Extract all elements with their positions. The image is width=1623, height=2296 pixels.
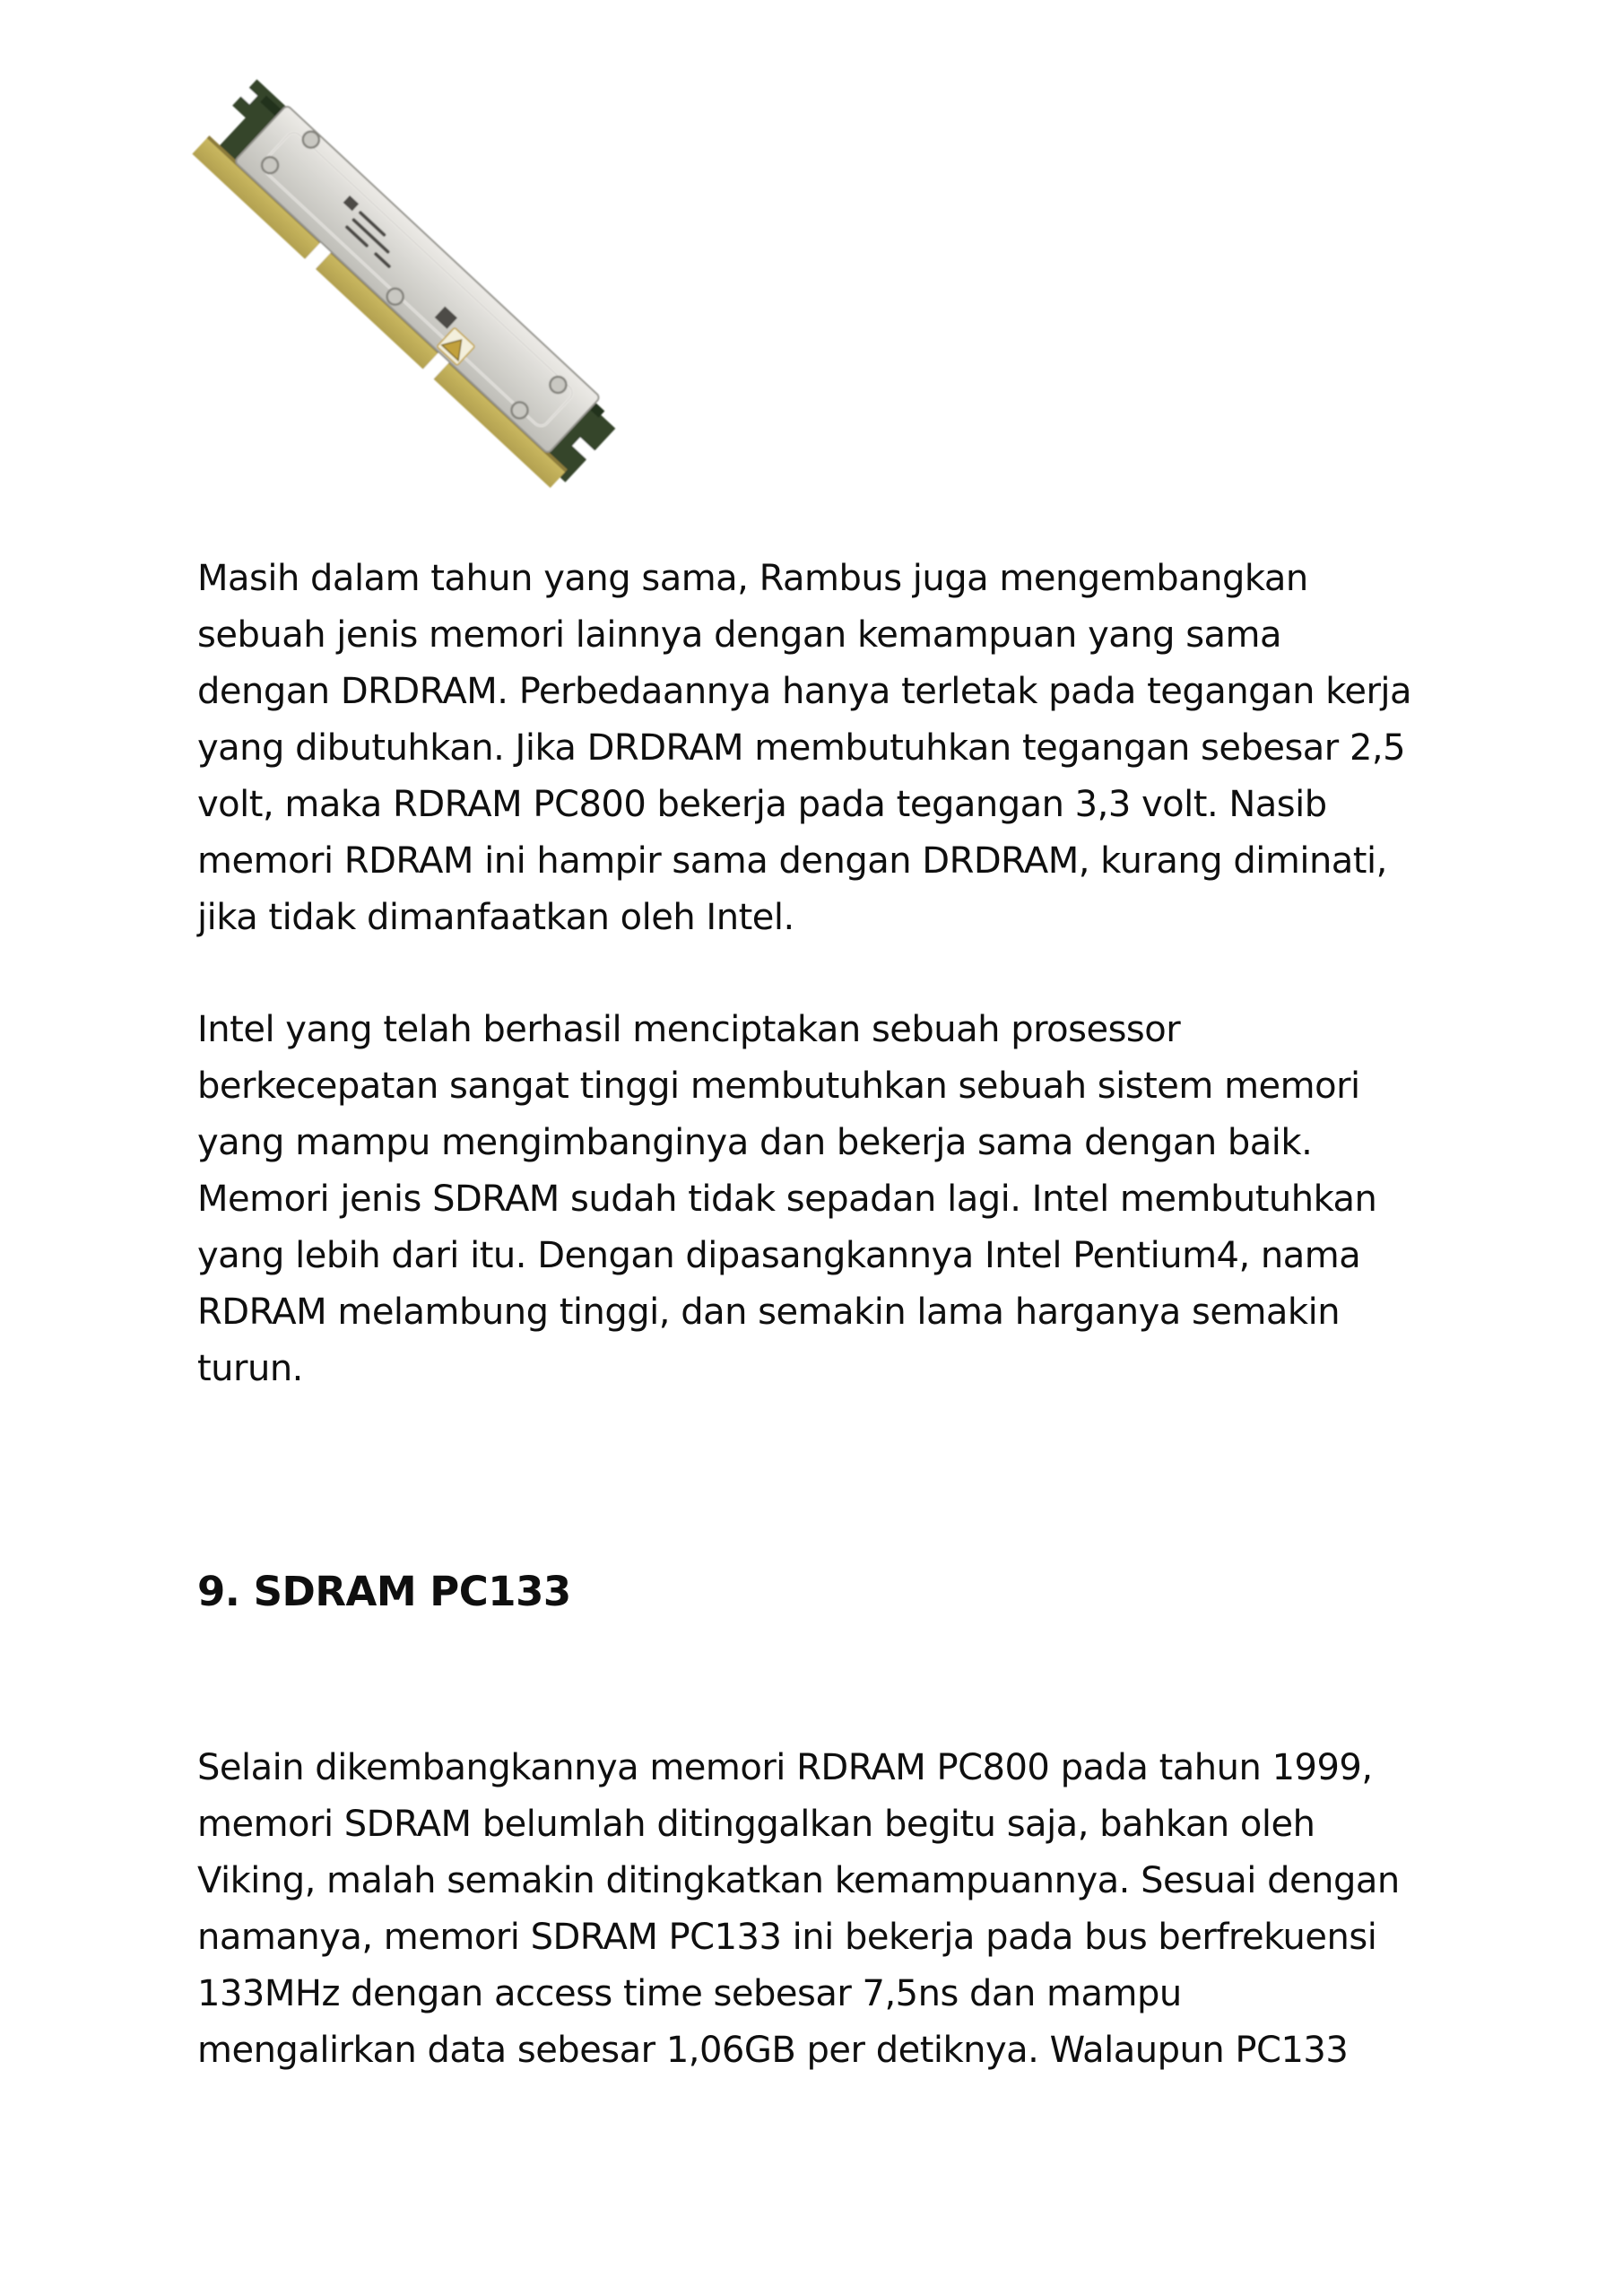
text-line: volt, maka RDRAM PC800 bekerja pada tegangan 3,3 volt. Nasib	[197, 784, 1327, 825]
text-line: turun.	[197, 1348, 303, 1389]
section-heading-sdram-pc133: 9. SDRAM PC133	[197, 1568, 571, 1615]
gold-edge-connector	[191, 133, 570, 489]
text-line: namanya, memori SDRAM PC133 ini bekerja pada bus berfrekuensi	[197, 1917, 1377, 1958]
text-line: sebuah jenis memori lainnya dengan kemampuan yang sama	[197, 614, 1282, 656]
text-line: yang mampu mengimbanginya dan bekerja sama dengan baik.	[197, 1122, 1313, 1163]
rdram-module-photo	[0, 0, 699, 538]
paragraph-intel-pentium	[197, 1002, 1376, 1397]
text-line: dengan DRDRAM. Perbedaannya hanya terletak pada tegangan kerja	[197, 671, 1412, 712]
text-line: Masih dalam tahun yang sama, Rambus juga mengembangkan	[197, 558, 1308, 599]
text-line: jika tidak dimanfaatkan oleh Intel.	[197, 897, 794, 938]
paragraph-sdram-pc133	[197, 1740, 1400, 2079]
text-line: mengalirkan data sebesar 1,06GB per detiknya. Walaupun PC133	[197, 2030, 1349, 2071]
heat-spreader	[234, 105, 600, 454]
text-line: Memori jenis SDRAM sudah tidak sepadan lagi. Intel membutuhkan	[197, 1178, 1377, 1220]
text-line: berkecepatan sangat tinggi membutuhkan sebuah sistem memori	[197, 1065, 1360, 1107]
text-line: memori RDRAM ini hampir sama dengan DRDRAM, kurang diminati,	[197, 840, 1387, 882]
text-line: memori SDRAM belumlah ditinggalkan begitu saja, bahkan oleh	[197, 1804, 1315, 1845]
text-line: yang lebih dari itu. Dengan dipasangkannya Intel Pentium4, nama	[197, 1235, 1361, 1276]
paragraph-rdram-pc800	[197, 551, 1411, 946]
text-line: Selain dikembangkannya memori RDRAM PC800 pada tahun 1999,	[197, 1747, 1373, 1788]
text-line: 133MHz dengan access time sebesar 7,5ns dan mampu	[197, 1973, 1182, 2014]
text-line: yang dibutuhkan. Jika DRDRAM membutuhkan tegangan sebesar 2,5	[197, 727, 1406, 769]
text-line: Intel yang telah berhasil menciptakan sebuah prosessor	[197, 1009, 1181, 1050]
text-line: Viking, malah semakin ditingkatkan kemampuannya. Sesuai dengan	[197, 1860, 1400, 1901]
text-line: RDRAM melambung tinggi, dan semakin lama harganya semakin	[197, 1292, 1341, 1333]
